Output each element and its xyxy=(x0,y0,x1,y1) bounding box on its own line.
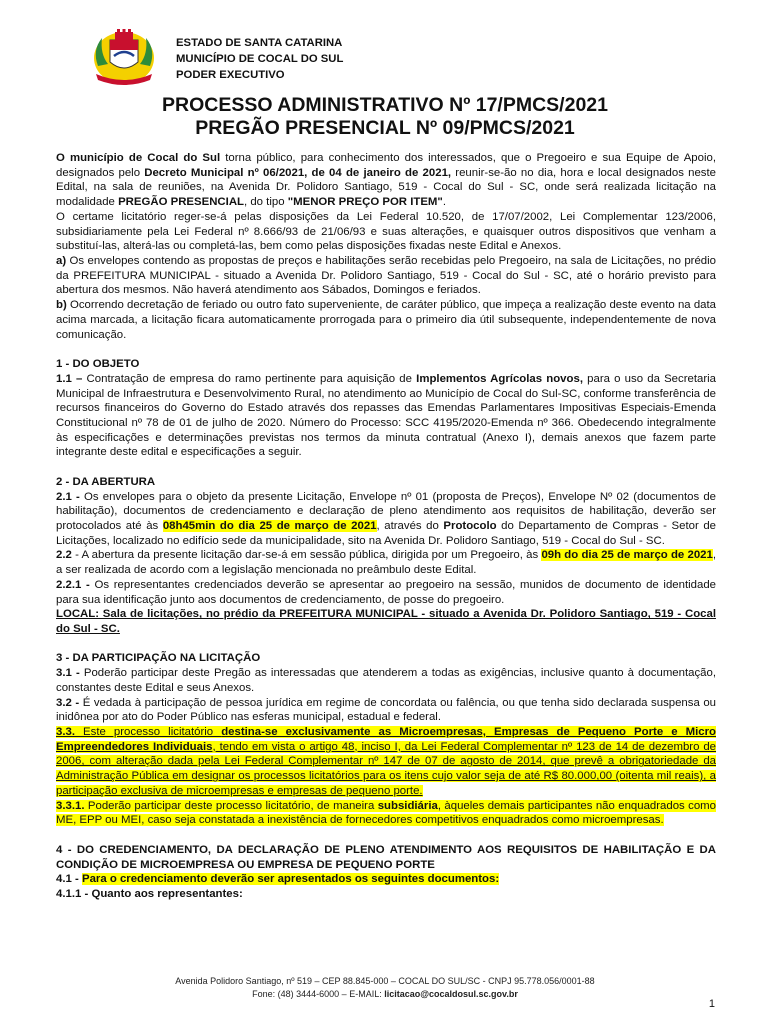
clause-4-1-label: 4.1 - xyxy=(56,873,79,886)
spacer xyxy=(56,828,716,843)
clause-3-1-label: 3.1 - xyxy=(56,667,80,680)
section-1-heading-text: 1 - DO OBJETO xyxy=(56,358,140,371)
item-a-text: Os envelopes contendo as propostas de preços e habilitações serão recebidas pelo Pregoeiro, na sala de Licitações, no prédio da PREFEITURA MUNICIPAL - situado a Avenida Dr. Polidoro Santiago, 519 - Cocal do Sul - SC, até o horário previsto para abertura dos mesmos. Não haverá atendimento aos Sábados, Domingos e feriados. xyxy=(56,255,716,297)
clause-3-3-text-2: , tendo em vista o artigo 48, inciso I, da Lei Federal Complementar nº 123 de 14 de dezembro de 2006, com alteração dada pela Lei Federal Complementar nº 147 de 07 de agosto de 2014, que prevê a obrigatoriedade da Administração Pública em designar os processos licitatórios para os itens cujo valor seja de até R$ 80.000,00 (oitenta mil reais), a participação exclusiva de microempresas e empresas de pequeno porte. xyxy=(56,740,717,797)
clause-3-3-1-label: 3.3.1. xyxy=(56,799,85,812)
intro-text-3: , do tipo xyxy=(244,196,288,209)
item-a-paragraph xyxy=(56,254,716,298)
legal-basis-paragraph: O certame licitatório reger-se-á pelas disposições da Lei Federal 10.520, de 17/07/2002, Lei Complementar 123/2006, subsidiariamente pela Lei Federal nº 8.666/93 de 21/06/93 e suas alterações, e quaisquer outros dispositivos que venham a substituí-las, alterá-las ou completá-las, bem como pelas disposições fixadas neste Edital e Anexos. xyxy=(56,210,716,253)
clause-2-1-text-3: do Departamento de Compras - Setor de Licitações, localizado no edifício sede da municipalidade, sito na Avenida Dr. Polidoro Santiago, 519 - Cocal do Sul - SC. xyxy=(56,519,716,547)
page-footer xyxy=(0,975,770,1001)
clause-2-2-1-label: 2.2.1 - xyxy=(56,578,90,591)
local-text: LOCAL: Sala de licitações, no prédio da PREFEITURA MUNICIPAL - situado a Avenida Dr. Polidoro Santiago, 519 - Cocal do Sul - SC. xyxy=(56,608,716,635)
header-executive: PODER EXECUTIVO xyxy=(176,69,285,81)
item-a-label: a) xyxy=(56,255,67,268)
item-b-paragraph xyxy=(56,298,716,342)
intro-paragraph xyxy=(56,151,716,210)
clause-3-3-1-bold: subsidiária xyxy=(377,799,438,812)
footer-email: licitacao@cocaldosul.sc.gov.br xyxy=(384,989,518,999)
clause-4-1 xyxy=(56,872,716,887)
section-4-heading xyxy=(56,843,716,872)
page-number: 1 xyxy=(708,998,715,1010)
intro-text-4: . xyxy=(442,196,446,209)
clause-3-2-label: 3.2 - xyxy=(56,696,80,709)
header-municipality: MUNICÍPIO DE COCAL DO SUL xyxy=(176,53,344,65)
clause-1-1-text-1: Contratação de empresa do ramo pertinente para aquisição de xyxy=(82,372,417,385)
clause-2-1-label: 2.1 - xyxy=(56,490,80,503)
clause-3-3-label: 3.3. xyxy=(56,726,75,739)
clause-2-1 xyxy=(56,490,716,549)
clause-3-3-1-text-2: , àqueles demais participantes não enquadrados como ME, EPP ou MEI, caso seja constatada a inexistência de fornecedores competitivos enquadrados como microempresas. xyxy=(56,799,716,827)
clause-2-1-deadline-highlight: 08h45min do dia 25 de março de 2021 xyxy=(162,519,377,532)
clause-2-2-1-text: Os representantes credenciados deverão se apresentar ao pregoeiro na sessão, munidos de documento de identidade para sua identificação junto aos documentos de credenciamento, de posse do pregoeiro. xyxy=(56,578,716,606)
item-b-label: b) xyxy=(56,299,67,312)
clause-3-1 xyxy=(56,666,716,695)
clause-3-3-1-text-1: Poderão participar deste processo licitatório, de maneira xyxy=(84,799,378,812)
clause-2-2-opening-highlight: 09h do dia 25 de março de 2021 xyxy=(541,549,713,562)
intro-text-2: reunir-se-ão no dia, hora e local designados neste Edital, na sala de reuniões, na Avenida Dr. Polidoro Santiago, 519 - Cocal do Sul - SC, onde será realizada licitação na modalidade xyxy=(56,166,717,209)
clause-2-2-1 xyxy=(56,578,716,607)
clause-1-1-text-2: para o uso da Secretaria Municipal de Infraestrutura e Desenvolvimento Rural, no atendimento ao Município de Cocal do Sul-SC, conforme transferência de recursos financeiros do Governo do Estado através dos repasses das Emendas Parlamentares Impositivas Especiais-Emenda Constitucional nº 78 de 01 de julho de 2020. Número do Processo: SCC 4195/2020-Emenda nº 366. Obedecendo integralmente às especificações e determinações previstas nos termos da minuta contratual (Anexo I), demais anexos que fazem parte integrante deste edital e especificações a seguir. xyxy=(56,372,716,459)
clause-3-1-text: Poderão participar deste Pregão as interessadas que atenderem a todas as exigências, inclusive quanto à documentação, constantes deste Edital e seus Anexos. xyxy=(56,667,717,694)
clause-2-1-text-2: , através do xyxy=(376,519,444,532)
clause-3-3 xyxy=(56,725,716,799)
section-2-heading xyxy=(56,475,716,490)
clause-2-2-label: 2.2 xyxy=(56,549,72,562)
clause-4-1-highlight: Para o credenciamento deverão ser apresentados os seguintes documentos: xyxy=(81,873,500,886)
clause-3-2 xyxy=(56,696,716,725)
letterhead xyxy=(88,28,688,90)
clause-3-3-bold: destina-se exclusivamente as Microempresas, Empresas de Pequeno Porte e Micro Empreendedores Individuais xyxy=(56,726,716,753)
spacer xyxy=(56,342,716,357)
intro-bold-modality: PREGÃO PRESENCIAL xyxy=(118,196,245,209)
section-4-heading-text: 4 - DO CREDENCIAMENTO, DA DECLARAÇÃO DE PLENO ATENDIMENTO AOS REQUISITOS DE HABILITAÇÃO E DA CONDIÇÃO DE MICROEMPRESA OU EMPRESA DE PEQUENO PORTE xyxy=(56,843,716,871)
clause-1-1-bold: Implementos Agrícolas novos, xyxy=(416,372,583,385)
title-pregao: PREGÃO PRESENCIAL Nº 09/PMCS/2021 xyxy=(195,117,575,139)
clause-1-1 xyxy=(56,372,716,460)
intro-bold-municipality: O município de Cocal do Sul xyxy=(56,152,221,164)
section-3-heading-text: 3 - DA PARTICIPAÇÃO NA LICITAÇÃO xyxy=(56,652,261,665)
clause-3-3-text-1: Este processo licitatório xyxy=(75,726,222,739)
clause-2-2-text-1: - A abertura da presente licitação dar-se-á em sessão pública, dirigida por um Pregoeiro, às xyxy=(71,549,542,562)
letterhead-text xyxy=(176,35,343,83)
local-line xyxy=(56,607,716,636)
clause-4-1-1 xyxy=(56,887,716,902)
header-state: ESTADO DE SANTA CATARINA xyxy=(176,37,343,49)
clause-3-3-1 xyxy=(56,799,716,828)
item-b-text: Ocorrendo decretação de feriado ou outro fato superveniente, de caráter público, que impeça a realização deste evento na data acima marcada, a licitação ficara automaticamente prorrogada para o primeiro dia útil subsequente, independentemente de nova comunicação. xyxy=(56,299,716,341)
footer-contact xyxy=(0,988,770,1001)
clause-2-2-text-2: , a ser realizada de acordo com a legislação mencionada no preâmbulo deste Edital. xyxy=(56,549,717,577)
intro-text-1: torna público, para conhecimento dos interessados, que o Pregoeiro e sua Equipe de Apoio, designados pelo xyxy=(56,152,716,179)
section-3-heading xyxy=(56,651,716,666)
clause-3-2-text: É vedada à participação de pessoa jurídica em regime de concordata ou falência, ou que tenha sido declarada suspensa ou inidônea por ato do Poder Público nas esferas municipal, estadual e federal. xyxy=(56,696,717,724)
intro-bold-decree: Decreto Municipal nº 06/2021, de 04 de janeiro de 2021, xyxy=(144,166,452,179)
clause-2-1-text-1: Os envelopes para o objeto da presente Licitação, Envelope nº 01 (proposta de Preços), Envelope Nº 02 (documentos de habilitação), documentos de credenciamento e declaração de pleno atendimento aos requisitos de habilitação, deverão ser protocolados até às xyxy=(56,490,716,532)
title-process: PROCESSO ADMINISTRATIVO Nº 17/PMCS/2021 xyxy=(162,94,608,116)
clause-2-1-bold: Protocolo xyxy=(443,519,497,532)
section-1-heading xyxy=(56,357,716,372)
spacer xyxy=(56,460,716,475)
footer-phone: Fone: (48) 3444-6000 – E-MAIL: xyxy=(252,989,385,999)
section-2-heading-text: 2 - DA ABERTURA xyxy=(56,475,156,488)
footer-address: Avenida Polidoro Santiago, nº 519 – CEP 88.845-000 – COCAL DO SUL/SC - CNPJ 95.778.056/0001-88 xyxy=(175,976,595,986)
clause-2-2 xyxy=(56,548,716,577)
intro-bold-type: "MENOR PREÇO POR ITEM" xyxy=(287,196,443,209)
clause-1-1-label: 1.1 – xyxy=(56,372,83,385)
clause-4-1-1-text: 4.1.1 - Quanto aos representantes: xyxy=(56,887,243,900)
spacer xyxy=(56,637,716,652)
document-body xyxy=(56,151,716,902)
document-title xyxy=(0,94,770,140)
coat-of-arms-logo xyxy=(88,28,160,88)
